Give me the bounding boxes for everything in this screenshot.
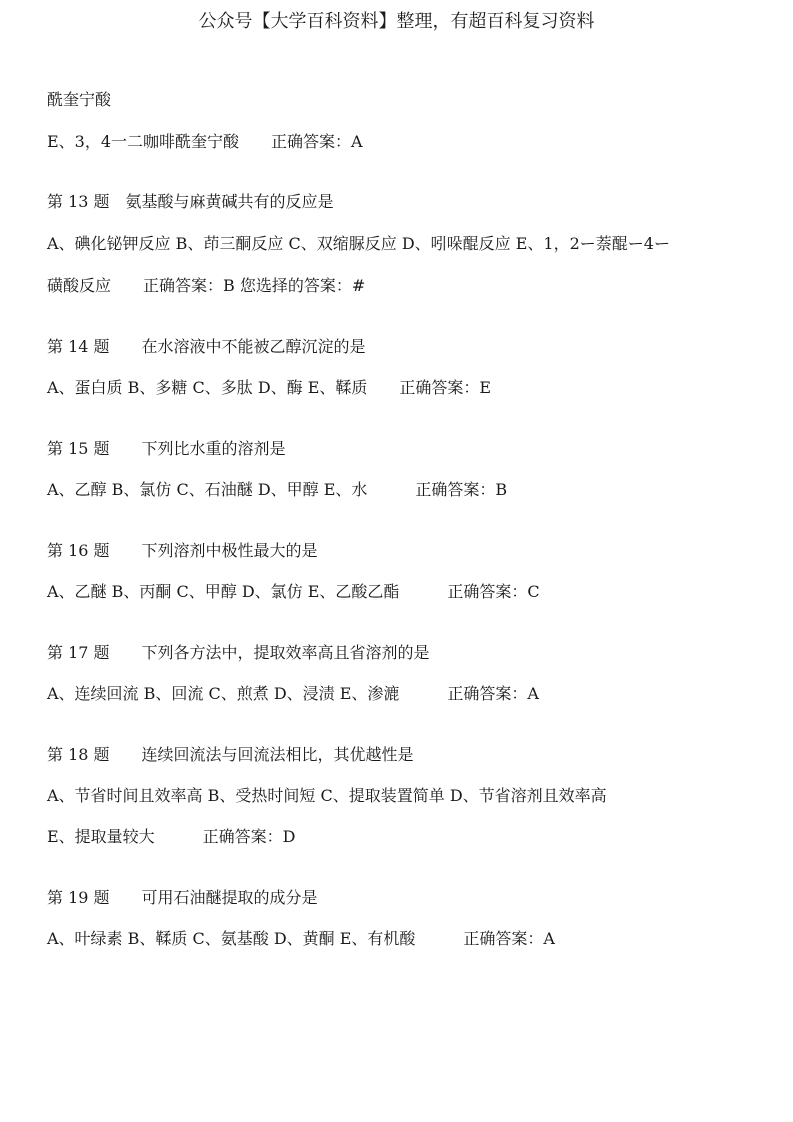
question-title: 第 17 题 下列各方法中，提取效率高且省溶剂的是 — [47, 643, 430, 662]
question-title: 第 16 题 下列溶剂中极性最大的是 — [47, 541, 318, 560]
question-options: A、乙醇 B、氯仿 C、石油醚 D、甲醇 E、水 正确答案：B — [47, 480, 508, 499]
question-title: 第 18 题 连续回流法与回流法相比，其优越性是 — [47, 745, 414, 764]
question-options: A、碘化铋钾反应 B、茚三酮反应 C、双缩脲反应 D、吲哚醌反应 E、1，2ー萘醌ー4ー — [47, 234, 670, 253]
question-title: 第 19 题 可用石油醚提取的成分是 — [47, 888, 318, 907]
question-options: A、节省时间且效率高 B、受热时间短 C、提取装置简单 D、节省溶剂且效率高 — [47, 786, 607, 805]
question-answer: 磺酸反应 正确答案：B 您选择的答案：# — [47, 276, 366, 295]
question-options: A、乙醚 B、丙酮 C、甲醇 D、氯仿 E、乙酸乙酯 正确答案：C — [47, 582, 540, 601]
question-title: 第 13 题 氨基酸与麻黄碱共有的反应是 — [47, 192, 334, 211]
question-options: A、叶绿素 B、鞣质 C、氨基酸 D、黄酮 E、有机酸 正确答案：A — [47, 929, 555, 948]
text-line: E、3，4一二咖啡酰奎宁酸 正确答案：A — [47, 132, 363, 151]
question-title: 第 14 题 在水溶液中不能被乙醇沉淀的是 — [47, 337, 366, 356]
question-answer: E、提取量较大 正确答案：D — [47, 827, 296, 846]
page-header: 公众号【大学百科资料】整理，有超百科复习资料 — [198, 11, 595, 32]
question-title: 第 15 题 下列比水重的溶剂是 — [47, 439, 286, 458]
question-options: A、连续回流 B、回流 C、煎煮 D、浸渍 E、渗漉 正确答案：A — [47, 684, 539, 703]
text-line: 酰奎宁酸 — [47, 90, 112, 109]
question-options: A、蛋白质 B、多糖 C、多肽 D、酶 E、鞣质 正确答案：E — [47, 378, 492, 397]
